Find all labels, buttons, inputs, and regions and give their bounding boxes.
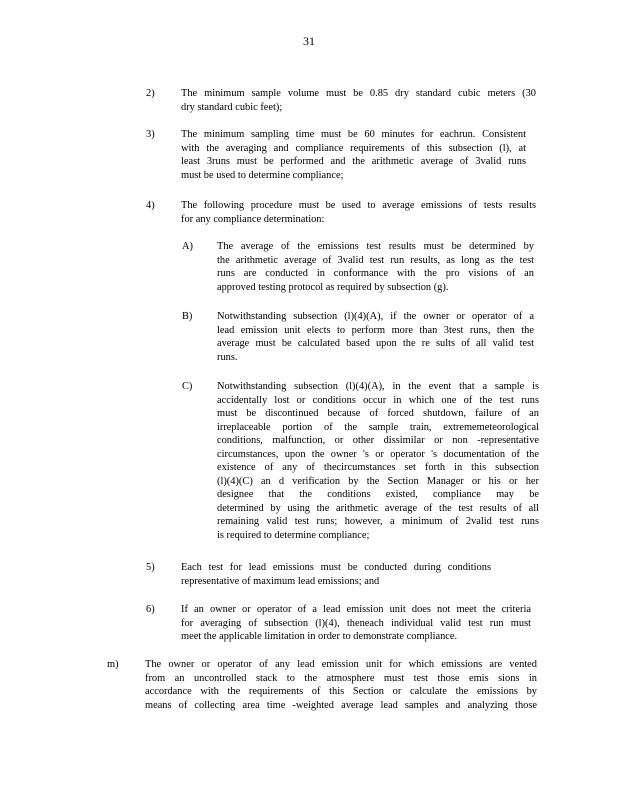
text-line: conditions, malfunction, or other dissimilar or non -representative (217, 435, 539, 446)
item-marker: m) (107, 659, 119, 670)
item-text (181, 128, 526, 182)
item-marker: A) (182, 241, 193, 252)
text-line: means of collecting area time -weighted average lead samples and analyzing those (145, 699, 537, 711)
text-line: existence of any of thecircumstances set forth in this subsection (217, 462, 539, 473)
text-line: Notwithstanding subsection (l)(4)(A), in the event that a sample is (217, 381, 539, 392)
text-line: circumstances, upon the owner 's or operator 's documentation of the (217, 448, 539, 460)
item-text (145, 658, 537, 712)
page-number: 31 (303, 34, 315, 48)
text-line: The minimum sample volume must be 0.85 dry standard cubic meters (30 (181, 88, 536, 99)
text-line: approved testing protocol as required by subsection (g). (217, 281, 449, 293)
text-line: must be used to determine compliance; (181, 169, 344, 181)
item-text (217, 310, 534, 364)
text-line: (l)(4)(C) an d verification by the Section Manager or his or her (217, 475, 539, 487)
item-text (181, 603, 531, 644)
item-marker: 2) (146, 88, 155, 99)
text-line: The minimum sampling time must be 60 minutes for eachrun. Consistent (181, 129, 526, 140)
item-marker: B) (182, 311, 193, 322)
item-marker: C) (182, 381, 193, 392)
text-line: irreplaceable portion of the sample train, extrememeteorological (217, 421, 539, 433)
text-line: from an uncontrolled stack to the atmosphere must test those emis sions in (145, 672, 537, 684)
text-line: accidentally lost or conditions occur in which one of the test runs (217, 394, 539, 406)
item-text (181, 87, 536, 114)
text-line: for any compliance determination: (181, 213, 325, 225)
item-marker: 3) (146, 129, 155, 140)
text-line: runs are conducted in conformance with the pro visions of an (217, 268, 534, 279)
text-line: dry standard cubic feet); (181, 101, 283, 113)
text-line: If an owner or operator of a lead emission unit does not meet the criteria (181, 604, 531, 615)
text-line: determined by using the arithmetic average of the test results of all (217, 502, 539, 514)
text-line: meet the applicable limitation in order to demonstrate compliance. (181, 631, 458, 642)
text-line: designee that the conditions existed, compliance may be (217, 489, 539, 500)
text-line: runs. (217, 351, 238, 363)
text-line: for averaging of subsection (l)(4), theneach individual valid test run must (181, 617, 531, 629)
text-line: The average of the emissions test results must be determined by (217, 241, 534, 252)
text-line: The following procedure must be used to average emissions of tests results (181, 200, 536, 211)
text-line: Notwithstanding subsection (l)(4)(A), if the owner or operator of a (217, 311, 534, 322)
text-line: representative of maximum lead emissions; and (181, 575, 380, 587)
item-text (217, 240, 534, 294)
text-line: average must be calculated based upon the re sults of all valid test (217, 338, 534, 349)
text-line: Each test for lead emissions must be conducted during conditions (181, 562, 491, 573)
text-line: The owner or operator of any lead emission unit for which emissions are vented (145, 659, 537, 670)
text-line: the arithmetic average of 3valid test run results, as long as the test (217, 254, 534, 266)
text-line: with the averaging and compliance requirements of this subsection (l), at (181, 142, 526, 154)
text-line: is required to determine compliance; (217, 529, 370, 541)
item-text (181, 561, 491, 588)
item-marker: 5) (146, 562, 155, 573)
item-marker: 4) (146, 200, 155, 211)
item-text (181, 199, 536, 226)
text-line: least 3runs must be performed and the arithmetic average of 3valid runs (181, 156, 526, 167)
item-marker: 6) (146, 604, 155, 615)
text-line: accordance with the requirements of this Section or calculate the emissions by (145, 686, 537, 697)
text-line: lead emission unit elects to perform more than 3test runs, then the (217, 324, 534, 336)
text-line: remaining valid test runs; however, a minimum of 2valid test runs (217, 516, 539, 527)
item-text (217, 380, 539, 542)
text-line: must be discontinued because of forced shutdown, failure of an (217, 408, 539, 419)
